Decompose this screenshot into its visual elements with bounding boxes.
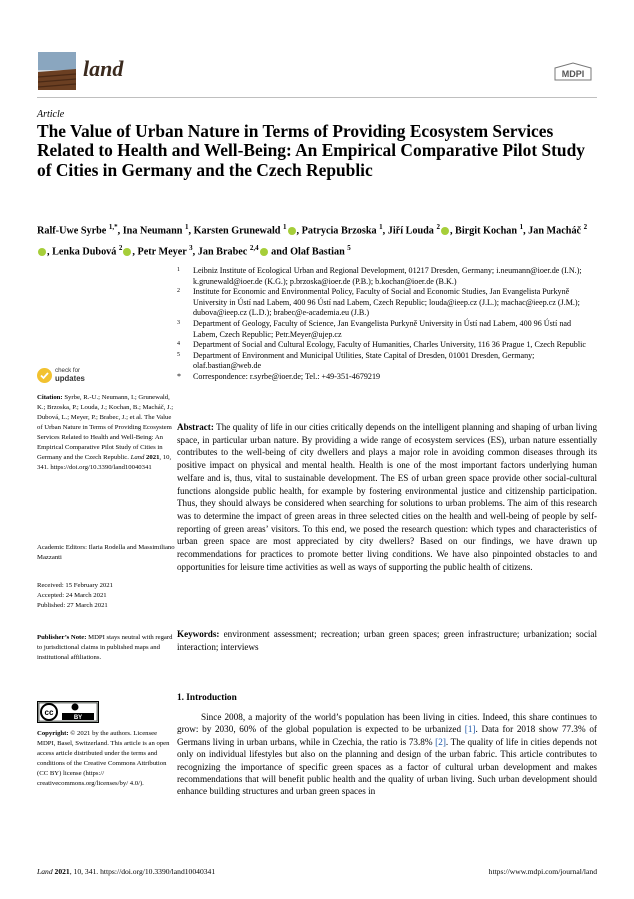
keywords: [177, 628, 597, 653]
author-name: Olaf Bastian: [290, 246, 348, 258]
abstract-label: Abstract:: [177, 422, 214, 432]
orcid-icon[interactable]: [441, 227, 449, 235]
abstract-text: The quality of life in our cities critically depends on the intelligent planning and shaping of urban living space, in particular urban nature. By providing a wide range of ecosystem services (ES), urban nature essentially contributes to the well-being of city dwellers and plays a major role in avoiding common diseases through its positive impact on physical and mental health. Health is one of the most important factors underlying human welfare and is, thus, vital to sustainable development. The ES of urban green space provide other social-cultural functions alongside public health, for example by fostering environmental justice and citizenship participation. Thus, they should always be considered when searching for solutions to urban problems. The aim of this research was to determine the impact of green areas in three selected cities on the health and well-being of people by self-reporting of green areas’ visitors. To this end, we posed the research question: which types and characteristics of urban green space are most appreciated by city dwellers? Based on our findings, we have drawn up recommendations for practices to promote better living conditions. We have also pinpointed obstacles to and opportunities for leisure time activities as well as ways of supporting the public health of citizens.: [177, 422, 598, 572]
svg-text:MDPI: MDPI: [561, 69, 585, 79]
affiliation-item: 1 Leibniz Institute of Ecological Urban and Regional Development, 01217 Dresden, Germany; i.neumann@ioer.de (I.N.); k.grunewald@ioer.de (K.G.); p.brzoska@ioer.de (P.B.); b.kochan@ioer.de (B.K.): [177, 266, 582, 286]
received-date: Received: 15 February 2021: [37, 582, 113, 589]
author-name: Jan Brabec: [197, 246, 250, 258]
svg-text:cc: cc: [44, 708, 54, 717]
author-name: Lenka Dubová: [52, 246, 119, 258]
abstract: [177, 421, 597, 573]
academic-editors: Academic Editors: Ilaria Rodella and Massimiliano Mazzanti: [37, 544, 175, 561]
author-affiliation-mark: 1: [185, 223, 189, 231]
author-affiliation-mark: 5: [347, 243, 351, 252]
publisher-note: Publisher’s Note: MDPI stays neutral with regard to jurisdictional claims in published maps and institutional affiliations.: [37, 634, 173, 661]
author-name: Ina Neumann: [122, 225, 185, 237]
section-heading-introduction: 1. Introduction: [177, 693, 237, 703]
orcid-icon[interactable]: [288, 227, 296, 235]
article-type: Article: [37, 109, 65, 120]
citation-block: Citation: Syrbe, R.-U.; Neumann, I.; Grunewald, K.; Brzoska, P.; Louda, J.; Kochan, B.; Macháč, J.; Dubová, L.; Meyer, P.; Brabec, J.; et al. The Value of Urban Nature in Terms of Providing Ecosystem Services Related to Health and Well-Being: An Empirical Comparative Pilot Study of Cities in Germany and the Czech Republic. Land 2021, 10, 341. https://doi.org/10.3390/land10040341: [37, 394, 174, 471]
header-rule: [37, 97, 597, 98]
author-list: Ralf-Uwe Syrbe $^{1,*}$, Ina Neumann $^1$, Karsten Grunewald $^1$ , Patrycia Brzoska $^1$, Jiří Louda $^2$ , Birgit Kochan $^1$, Jan Macháč $^2$, Lenka Dubová $^2$ , Petr Meyer $^3$, Jan Brabec $^{2,4}$ and Olaf Bastian $^5$: [37, 223, 588, 258]
keywords-text: environment assessment; recreation; urban green spaces; green infrastructure; urbanization; social interaction; interviews: [177, 629, 597, 652]
published-date: Published: 27 March 2021: [37, 602, 108, 609]
orcid-icon[interactable]: [123, 248, 131, 256]
check-updates-line1[interactable]: check for: [55, 367, 81, 374]
check-updates-icon[interactable]: [37, 368, 52, 383]
journal-logo: [38, 52, 76, 90]
footer-citation: Land 2021, 10, 341. https://doi.org/10.3390/land10040341: [37, 867, 216, 876]
cc-by-license-icon[interactable]: [37, 701, 99, 723]
author-affiliation-mark: 1: [283, 223, 287, 231]
author-name: Petr Meyer: [137, 246, 190, 258]
author-affiliation-mark: 3: [189, 243, 193, 252]
author-affiliation-mark: 2: [436, 223, 440, 231]
affiliation-item: 2 Institute for Economic and Environmental Policy, Faculty of Social and Economic Studies, Jan Evangelista Purkyně University in Ústí nad Labem, 400 96 Ústí nad Labem, Czech Republic; louda@ieep.cz (J.L.); machac@ieep.cz (J.M.); dubova@ieep.cz (L.D.); brabec@e-academia.eu (J.B.): [177, 287, 580, 318]
citation-doi-link[interactable]: https://doi.org/10.3390/land10040341: [50, 464, 152, 471]
citation-link-2[interactable]: [2]: [435, 736, 446, 747]
affiliation-item: 3 Department of Geology, Faculty of Science, Jan Evangelista Purkyně University in Ústí nad Labem, 400 96 Ústí nad Labem, Czech Republic; Petr.Meyer@ujep.cz: [177, 318, 571, 339]
author-name: Karsten Grunewald: [193, 225, 284, 237]
affiliation-item: 5 Department of Environment and Municipal Utilities, State Capital of Dresden, 01001 Dresden, Germany; olaf.bastian@web.de: [177, 350, 535, 371]
author-name: Birgit Kochan: [455, 225, 520, 237]
correspondence: * Correspondence: r.syrbe@ioer.de; Tel.: +49-351-4679219: [177, 371, 381, 381]
author-affiliation-mark: 1: [519, 223, 524, 231]
author-affiliation-mark: 2: [583, 223, 588, 231]
author-name: Ralf-Uwe Syrbe: [37, 225, 109, 237]
author-name: Jiří Louda: [387, 225, 437, 237]
mdpi-logo[interactable]: [553, 62, 593, 82]
orcid-icon[interactable]: [260, 248, 268, 256]
orcid-icon[interactable]: [38, 248, 46, 256]
article-title: The Value of Urban Nature in Terms of Providing Ecosystem Services Related to Health and Well-Being: An Empirical Comparative Pilot Study of Cities in Germany and the Czech Republic: [37, 121, 585, 180]
affiliation-item: 4 Department of Social and Cultural Ecology, Faculty of Humanities, Charles University, 116 36 Prague 1, Czech Republic: [177, 340, 586, 350]
accepted-date: Accepted: 24 March 2021: [37, 592, 107, 599]
affiliations: [177, 266, 597, 383]
journal-name[interactable]: land: [83, 56, 124, 81]
author-affiliation-mark: 2: [118, 243, 123, 252]
footer-journal-url[interactable]: https://www.mdpi.com/journal/land: [488, 867, 597, 876]
author-name: Patrycia Brzoska: [301, 225, 380, 237]
author-affiliation-mark: 1,*: [108, 223, 118, 231]
keywords-label: Keywords:: [177, 629, 220, 639]
check-updates-line2[interactable]: updates: [55, 374, 85, 383]
svg-text:BY: BY: [73, 715, 83, 721]
author-affiliation-mark: 2,4: [249, 243, 259, 252]
publication-dates: [37, 581, 175, 611]
author-affiliation-mark: 1: [379, 223, 383, 231]
citation-link-1[interactable]: [1]: [464, 724, 476, 735]
copyright-notice: Copyright: © 2021 by the authors. Licensee MDPI, Basel, Switzerland. This article is an open access article distributed under the terms and conditions of the Creative Commons Attribution (CC BY) license (https:// creativecommons.org/licenses/by/ 4.0/).: [37, 730, 170, 787]
author-name: Jan Macháč: [528, 225, 584, 237]
introduction-paragraph: Since 2008, a majority of the world’s population has been living in cities. Indeed, this share continues to grow: by 2030, 60% of the global population is expected to be urbanized [1]. Data for 2018 show 77.3% of Germans living in urban urbans, while in Czechia, the ratio is 73.8% [2]. The quality of life in cities depends not only on individual lifestyles but also on the planning and design of the urban fabric. This article contributes to recognizing the importance of specific green spaces as a factor of cultural urban development and makes recommendations that will benefit public health and the quality of urban living. Such urban development should enhance building structures and urban green spaces in: [177, 712, 597, 797]
